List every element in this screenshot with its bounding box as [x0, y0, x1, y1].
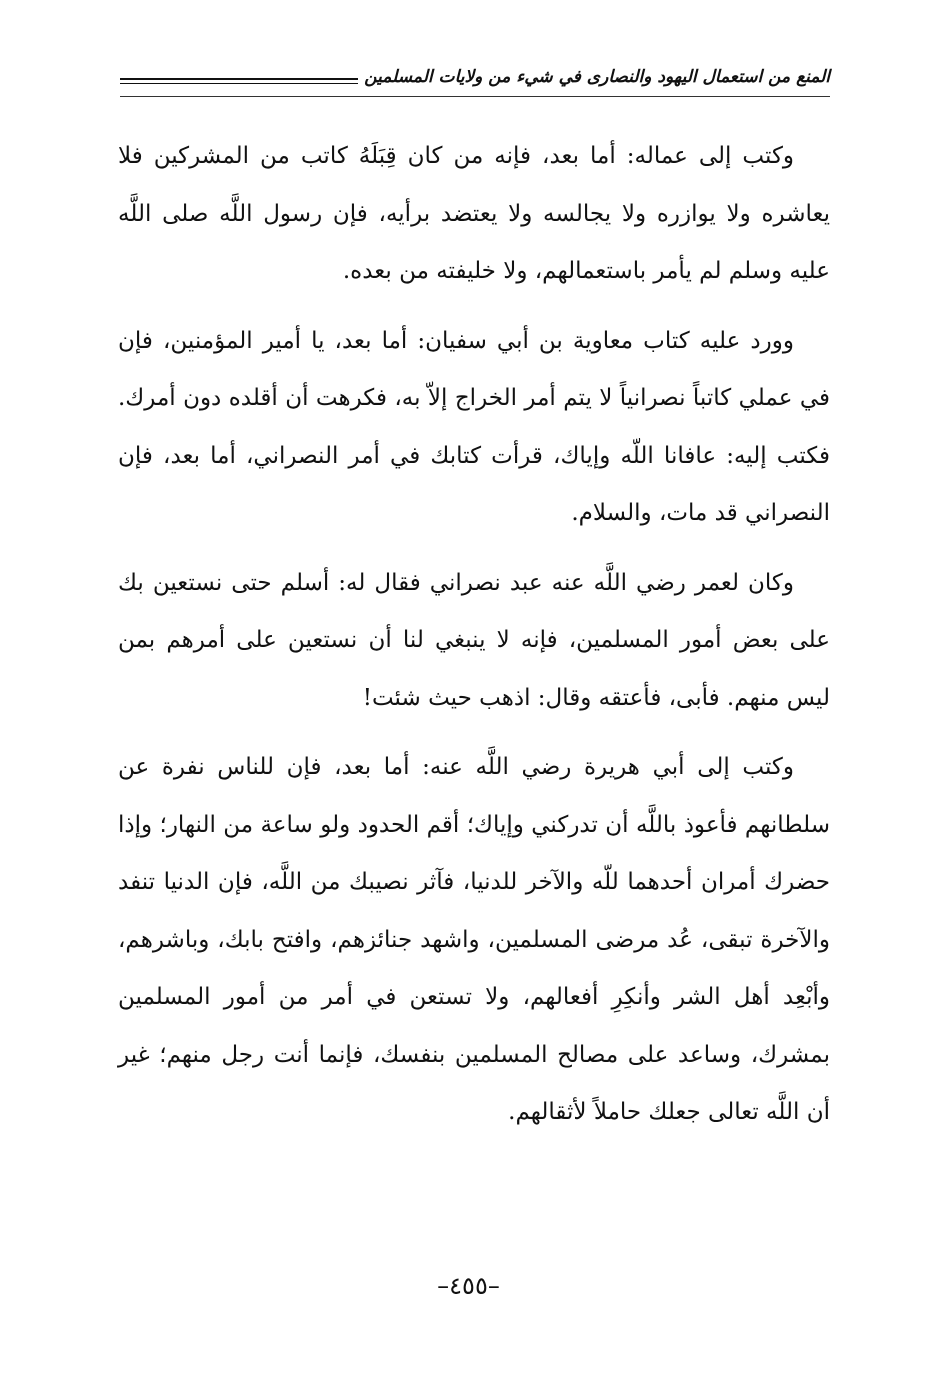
running-header — [120, 66, 830, 100]
body-text — [118, 128, 830, 1154]
paragraph: وكتب إلى أبي هريرة رضي اللَّه عنه: أما بعد، فإن للناس نفرة عن سلطانهم فأعوذ باللَّه أن تدركني وإياك؛ أقم الحدود ولو ساعة من النهار؛ وإذا حضرك أمران أحدهما للّه والآخر للدنيا، فآثر نصيبك من اللَّه، فإن الدنيا تنفد والآخرة تبقى، عُد مرضى المسلمين، واشهد جنائزهم، وافتح بابك، وباشرهم، وأبْعِد أهل الشر وأنكِرِ أفعالهم، ولا تستعن في أمر من أمور المسلمين بمشرك، وساعد على مصالح المسلمين بنفسك، فإنما أنت رجل منهم؛ غير أن اللَّه تعالى جعلك حاملاً لأثقالهم. — [118, 754, 830, 1125]
header-underline — [120, 96, 830, 97]
running-title: المنع من استعمال اليهود والنصارى في شيء من ولايات المسلمين — [358, 66, 830, 88]
paragraph: وكان لعمر رضي اللَّه عنه عبد نصراني فقال له: أسلم حتى نستعين بك على بعض أمور المسلمين، فإنه لا ينبغي لنا أن نستعين على أمرهم بمن ليس منهم. فأبى، فأعتقه وقال: اذهب حيث شئت! — [118, 569, 830, 711]
page-number: –٤٥٥– — [437, 1272, 500, 1300]
paragraph: وكتب إلى عماله: أما بعد، فإنه من كان قِبَلَهُ كاتب من المشركين فلا يعاشره ولا يوازره ولا يجالسه ولا يعتضد برأيه، فإن رسول اللَّه صلى اللَّه عليه وسلم لم يأمر باستعمالهم، ولا خليفته من بعده. — [118, 143, 830, 284]
paragraph: وورد عليه كتاب معاوية بن أبي سفيان: أما بعد، يا أمير المؤمنين، فإن في عملي كاتباً نصرانياً لا يتم أمر الخراج إلاّ به، فكرهت أن أقلده دون أمرك. فكتب إليه: عافانا اللّه وإياك، قرأت كتابك في أمر النصراني، أما بعد، فإن النصراني قد مات، والسلام. — [118, 327, 830, 526]
